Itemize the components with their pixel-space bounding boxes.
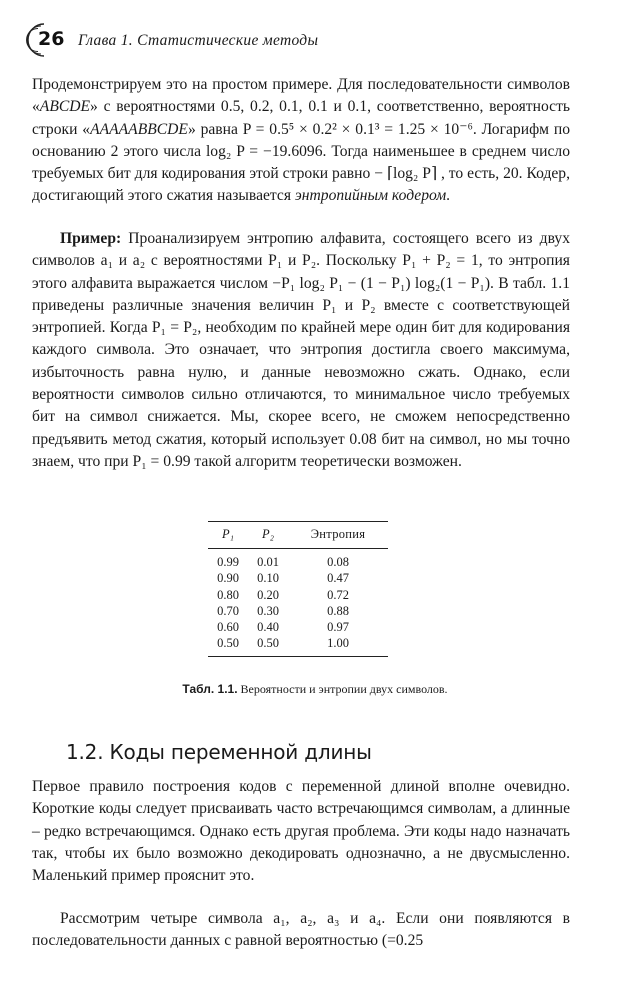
table-header-p2: P₂ — [262, 527, 275, 541]
table-cell: 0.50 — [208, 635, 248, 656]
table-cell: 0.47 — [327, 571, 349, 586]
paragraph-2-text: Проанализируем энтропию алфавита, состоящего всего из двух символов a₁ и a₂ с вероятностями P₁ и P₂. Поскольку P₁ + P₂ = 1, то энтропия этого алфавита выражается числом −P₁ log₂ P₁ − (1 − P₁) log₂(1 − P₁). В табл. 1.1 приведены различные значения величин P₁ и P₂ вместе с соответствующей энтропией. Когда P₁ = P₂, необходим по крайней мере один бит для кодирования каждого символа. Это означает, что энтропия достигла своего максимума, избыточность равна нулю, и данные невозможно сжать. Однако, если вероятности символов сильно отличаются, то минимальное число требуемых бит на символ снижается. Мы, скорее всего, не сможем непосредственно предъявить метод сжатия, который использует 0.08 бит на символ, но мы точно знаем, что при P₁ = 0.99 такой алгоритм теоретически возможен. — [32, 230, 570, 470]
entropy-table — [208, 521, 388, 657]
table-cell: 0.50 — [248, 635, 288, 656]
paragraph-3-text: Первое правило построения кодов с переменной длиной вполне очевидно. Короткие коды следует присваивать часто встречающимся символам, а длинные – редко встречающимся. Однако есть другая проблема. Эти коды надо назначать так, чтобы их было возможно декодировать однозначно, а не двусмысленно. Маленький пример прояснит это. — [32, 778, 570, 885]
term-entropy-coder: энтропийным кодером — [294, 187, 447, 205]
table-row — [208, 587, 388, 603]
page-number: 26 — [38, 28, 65, 50]
paragraph-1-text: Продемонстрируем это на простом примере. Для последовательности символов « — [32, 76, 570, 116]
paragraph-1-text: » с вероятностями 0.5, 0.2, 0.1, 0.1 и 0.1, соответственно, вероятность строки « — [32, 98, 570, 138]
table-cell: 0.90 — [217, 571, 239, 586]
string-aaaaabbcde: AAAAABBCDE — [90, 120, 188, 138]
table-cell: 0.99 — [217, 555, 239, 569]
paragraph-3 — [32, 776, 570, 887]
table-cell: 0.10 — [257, 571, 279, 586]
table-row — [208, 549, 388, 571]
page-header — [14, 20, 614, 60]
table-row — [208, 570, 388, 586]
table-cell: 0.70 — [217, 603, 239, 618]
table-row — [208, 619, 388, 635]
section-title: 1.2. Коды переменной длины — [66, 740, 372, 764]
table-cell: 0.08 — [327, 555, 349, 569]
table-caption-label: Табл. 1.1. — [182, 682, 238, 696]
string-abcde: ABCDE — [39, 98, 91, 116]
table-header-p1: P₁ — [222, 527, 234, 541]
table-caption-text: Вероятности и энтропии двух символов. — [237, 682, 448, 696]
table-cell: 0.30 — [257, 603, 279, 618]
paragraph-2 — [32, 228, 570, 473]
table-row — [208, 635, 388, 656]
table-cell: 0.20 — [257, 587, 279, 602]
running-head: Глава 1. Статистические методы — [78, 32, 319, 49]
table-cell: 0.88 — [327, 603, 349, 618]
table-cell: 0.01 — [257, 555, 279, 569]
table-cell: 1.00 — [288, 635, 388, 656]
table-header-entropy: Энтропия — [288, 522, 388, 549]
table-cell: 0.80 — [217, 587, 239, 602]
table-cell: 0.40 — [257, 620, 279, 635]
table-cell: 0.72 — [327, 587, 349, 602]
table-caption — [0, 682, 630, 697]
paragraph-1 — [32, 74, 570, 208]
paragraph-1-text: . — [446, 187, 451, 205]
paragraph-4 — [32, 908, 570, 953]
paragraph-4-text: Рассмотрим четыре символа a₁, a₂, a₃ и a₄. Если они появляются в последовательности данных с равной вероятностью (=0.25 — [32, 910, 570, 950]
table-cell: 0.60 — [217, 620, 239, 635]
table-row — [208, 603, 388, 619]
example-label: Пример: — [60, 230, 122, 247]
paragraph-1-text: » равна P = 0.5⁵ × 0.2² × 0.1³ = 1.25 × 10⁻⁶. Логарифм по основанию 2 этого числа log₂ P = −19.6096. Тогда наименьшее в среднем число требуемых бит для кодирования этой строки равно − ⌈log₂ P⌉ , то есть, 20. Кодер, достигающий этого сжатия называется — [32, 120, 571, 205]
table-cell: 0.97 — [327, 620, 349, 635]
